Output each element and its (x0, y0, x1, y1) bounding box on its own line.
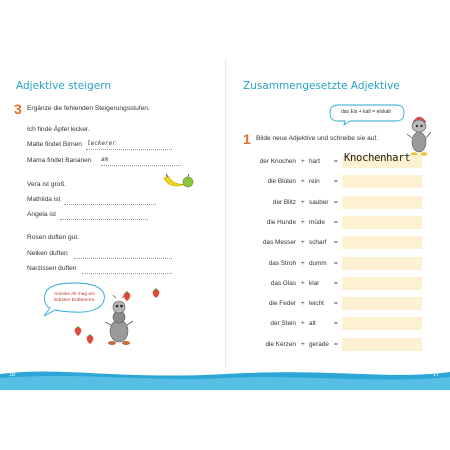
adjective-text: alt (309, 320, 316, 328)
text-line: Rosen duften gut. (27, 234, 80, 241)
left-page-number: 18 (9, 372, 16, 378)
example-speech-bubble-text: das Eis + kalt = eiskalt (341, 109, 391, 115)
plus-sign: + (301, 340, 305, 348)
text-line: Mathilda ist (27, 196, 61, 203)
plus-sign: + (301, 218, 305, 226)
adjective-text: sauber (309, 198, 329, 206)
answer-box[interactable] (342, 257, 422, 270)
text-line: Narzissen duften (27, 265, 77, 272)
noun-text: das Messer (262, 239, 296, 247)
noun-text: die Feder (269, 300, 296, 308)
answer-box[interactable] (342, 277, 422, 290)
adjective-text: rein (309, 178, 320, 186)
plus-sign: + (301, 239, 305, 247)
strawberry-icon (151, 288, 161, 299)
answer-line[interactable] (82, 273, 172, 274)
equals-sign: = (334, 178, 338, 186)
equals-sign: = (334, 300, 338, 308)
filled-prefix: am (101, 156, 109, 163)
text-line: Ich finde Äpfel lecker. (27, 126, 90, 133)
handwritten-answer: Knochenhart (344, 152, 411, 164)
answer-line[interactable] (101, 165, 181, 166)
text-line: Angela ist (27, 211, 56, 218)
answer-line[interactable] (74, 258, 172, 259)
adjective-text: müde (309, 218, 325, 226)
strawberry-icon (85, 334, 95, 345)
equals-sign: = (334, 320, 338, 328)
noun-text: das Glas (270, 279, 296, 287)
equals-sign: = (334, 158, 338, 165)
answer-line[interactable] (60, 219, 148, 220)
text-line: Vera ist groß. (27, 181, 67, 188)
noun-text: der Blitz (272, 198, 296, 206)
text-line: Mama findet Bananen (27, 157, 92, 164)
adjective-text: klar (309, 279, 320, 287)
answer-box[interactable] (342, 216, 422, 229)
answer-box[interactable] (342, 338, 422, 351)
answer-box[interactable] (342, 297, 422, 310)
noun-text: die Hunde (266, 218, 296, 226)
fruit-illustration (160, 168, 196, 194)
adjective-text: leicht (309, 300, 324, 308)
answer-line[interactable] (64, 204, 156, 205)
adjective-text: gerade (309, 340, 329, 348)
ant-character-illustration (100, 295, 138, 347)
exercise-instruction: Bilde neue Adjektive und schreibe sie auf. (256, 135, 379, 142)
equals-sign: = (334, 218, 338, 226)
right-page-number: 17 (433, 372, 440, 378)
plus-sign: + (301, 158, 305, 165)
noun-text: der Stein (270, 320, 296, 328)
plus-sign: + (301, 259, 305, 267)
plus-sign: + (301, 279, 305, 287)
adjective-text: hart (309, 158, 321, 165)
answer-box[interactable] (342, 317, 422, 330)
answer-box[interactable] (342, 175, 422, 188)
equals-sign: = (334, 259, 338, 267)
exercise-instruction: Ergänze die fehlenden Steigerungsstufen. (27, 105, 150, 112)
answer-box[interactable] (342, 196, 422, 209)
equals-sign: = (334, 198, 338, 206)
plus-sign: + (301, 178, 305, 186)
equals-sign: = (334, 279, 338, 287)
adjective-text: dumm (309, 259, 327, 267)
equals-sign: = (334, 340, 338, 348)
text-line: Nelken duften (27, 250, 68, 257)
book-spine (225, 58, 226, 368)
equals-sign: = (334, 239, 338, 247)
exercise-number-1: 1 (243, 131, 251, 147)
right-page-title: Zusammengesetzte Adjektive (243, 80, 400, 92)
adjective-text: scharf (309, 239, 327, 247)
left-page-title: Adjektive steigern (16, 80, 112, 92)
answer-box[interactable] (342, 236, 422, 249)
strawberry-icon (122, 291, 132, 302)
noun-text: das Stroh (268, 259, 296, 267)
text-line: Malte findet Birnen (27, 141, 82, 148)
plus-sign: + (301, 198, 305, 206)
noun-text: der Knochen (259, 158, 296, 165)
bottom-wave-decoration (0, 368, 450, 390)
exercise-number-3: 3 (14, 101, 22, 117)
speech-bubble-text: Ameise Ali mag am liebsten Erdbeeren. (54, 292, 96, 304)
plus-sign: + (301, 320, 305, 328)
strawberry-icon (73, 326, 83, 337)
plus-sign: + (301, 300, 305, 308)
filled-answer: leckerer (87, 140, 116, 147)
answer-line[interactable] (86, 149, 172, 150)
noun-text: die Blüten (267, 178, 296, 186)
noun-text: die Kerzen (265, 340, 296, 348)
